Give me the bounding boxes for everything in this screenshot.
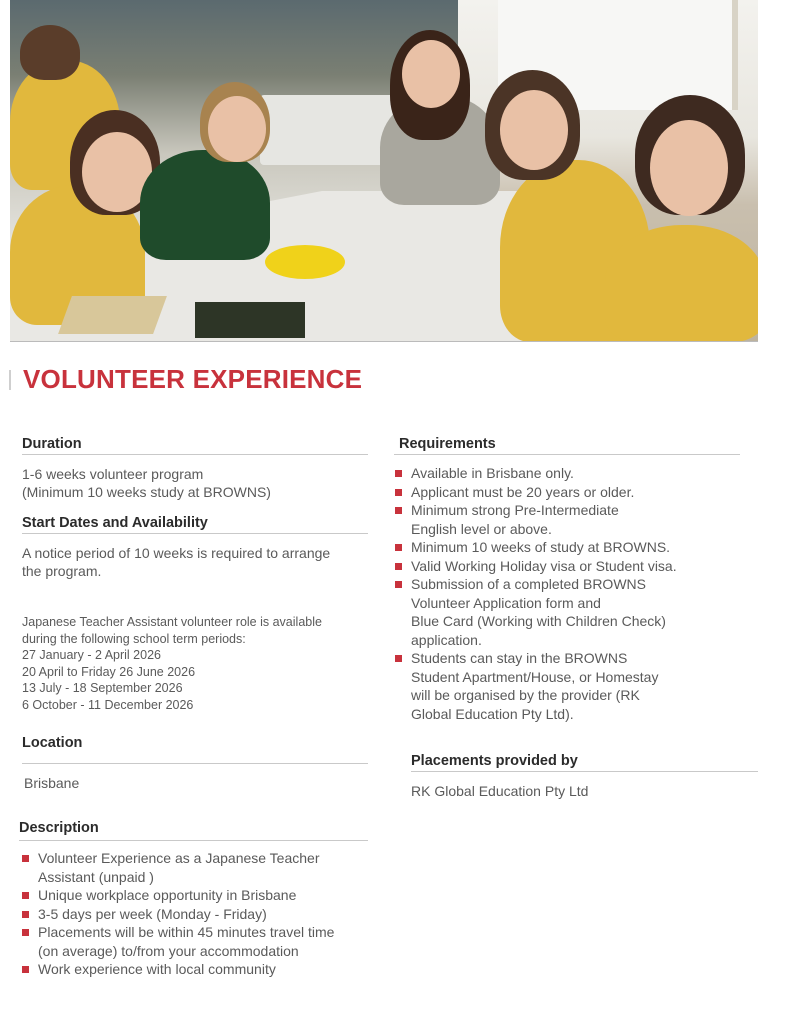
notice-line: the program. <box>22 563 102 579</box>
photo-face <box>650 120 728 216</box>
placements-value: RK Global Education Pty Ltd <box>411 783 589 799</box>
item-line: Submission of a completed BROWNS <box>411 576 646 592</box>
description-item <box>22 905 368 924</box>
photo-face <box>208 96 266 162</box>
item-line: Minimum 10 weeks of study at BROWNS. <box>411 539 671 555</box>
placements-heading: Placements provided by <box>411 753 758 772</box>
item-line: Blue Card (Working with Children Check) <box>411 613 666 629</box>
term-date: 6 October - 11 December 2026 <box>22 697 194 712</box>
photo-nori <box>195 302 305 338</box>
duration-heading: Duration <box>22 436 368 455</box>
location-heading: Location <box>22 735 368 764</box>
item-line: Volunteer Experience as a Japanese Teacher <box>38 850 320 866</box>
requirements-section <box>394 436 740 723</box>
term-date: 13 July - 18 September 2026 <box>22 681 183 695</box>
photo-bowl <box>265 245 345 279</box>
notice-line: A notice period of 10 weeks is required to arrange <box>22 545 331 561</box>
duration-line: 1-6 weeks volunteer program <box>22 466 204 482</box>
requirement-item <box>395 575 740 649</box>
item-line: Valid Working Holiday visa or Student visa. <box>411 557 677 574</box>
duration-text <box>22 465 368 501</box>
requirement-item <box>395 501 740 538</box>
item-line: Unique workplace opportunity in Brisbane <box>38 887 297 903</box>
item-line: (on average) to/from your accommodation <box>38 942 299 959</box>
description-heading: Description <box>19 820 368 841</box>
item-line: English level or above. <box>411 520 552 537</box>
item-line: Applicant must be 20 years or older. <box>411 483 635 500</box>
description-item <box>22 923 368 960</box>
requirement-item <box>395 538 740 557</box>
start-dates-heading: Start Dates and Availability <box>22 515 368 534</box>
location-value: Brisbane <box>24 775 80 791</box>
term-intro-line: Japanese Teacher Assistant volunteer role is available <box>22 615 322 629</box>
description-item <box>22 849 368 886</box>
item-line: Minimum strong Pre-Intermediate <box>411 502 619 518</box>
item-line: Student Apartment/House, or Homestay <box>411 668 659 685</box>
item-line: Work experience with local community <box>38 961 276 977</box>
item-line: 3-5 days per week (Monday - Friday) <box>38 905 267 922</box>
description-item <box>22 960 368 979</box>
requirements-list <box>394 464 740 723</box>
photo-face <box>402 40 460 108</box>
photo-hair <box>20 25 80 80</box>
item-line: application. <box>411 631 482 648</box>
photo-sushi-mat <box>58 296 167 334</box>
item-line: Students can stay in the BROWNS <box>411 650 628 666</box>
left-column <box>22 436 368 792</box>
item-line: will be organised by the provider (RK <box>411 687 640 703</box>
requirement-item <box>395 464 740 483</box>
placements-section <box>411 753 758 800</box>
term-date: 27 January - 2 April 2026 <box>22 648 161 662</box>
item-line: Global Education Pty Ltd). <box>411 705 574 722</box>
requirement-item <box>395 649 740 723</box>
requirement-item <box>395 483 740 502</box>
notice-text <box>22 544 368 580</box>
photo-person <box>605 225 758 342</box>
item-line: Volunteer Application form and <box>411 594 601 611</box>
term-periods <box>22 614 368 713</box>
photo-person <box>140 150 270 260</box>
item-line: Placements will be within 45 minutes travel time <box>38 924 335 940</box>
term-intro-line: during the following school term periods: <box>22 631 246 646</box>
title-accent-bar <box>9 370 11 390</box>
description-list <box>19 849 368 979</box>
item-line: Available in Brisbane only. <box>411 465 574 481</box>
description-section <box>19 820 368 979</box>
hero-photo <box>10 0 758 342</box>
requirement-item <box>395 557 740 576</box>
description-item <box>22 886 368 905</box>
duration-line: (Minimum 10 weeks study at BROWNS) <box>22 484 271 500</box>
item-line: Assistant (unpaid ) <box>38 868 154 885</box>
page-title: VOLUNTEER EXPERIENCE <box>23 364 363 394</box>
photo-face <box>500 90 568 170</box>
requirements-heading: Requirements <box>394 436 740 455</box>
term-date: 20 April to Friday 26 June 2026 <box>22 664 196 679</box>
